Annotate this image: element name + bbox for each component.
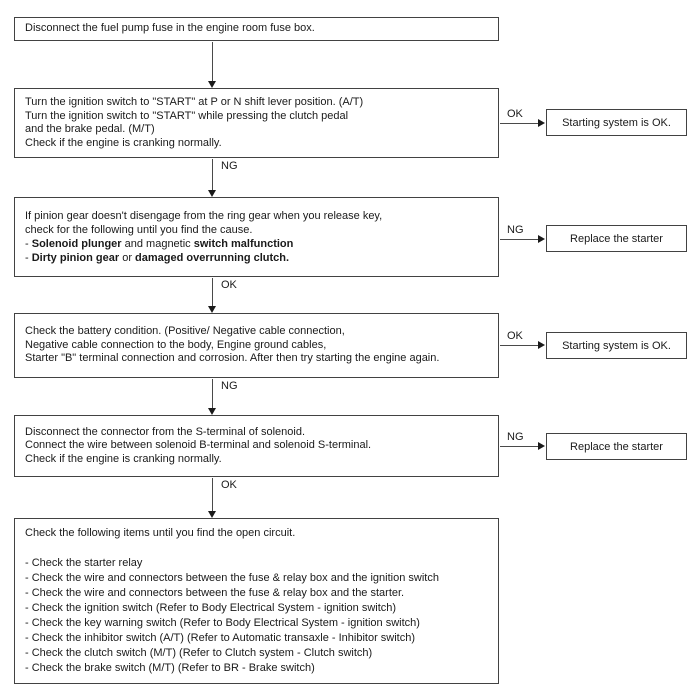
process-text: - Dirty pinion gear or damaged overrunning clutch. [25, 252, 290, 264]
arrow-down-box3-box4 [212, 278, 237, 313]
process-text: Check the following items until you find the open circuit. [25, 527, 296, 539]
arrow-stem [212, 278, 213, 307]
result-text: Replace the starter [570, 440, 663, 453]
arrow-stem [500, 239, 539, 240]
edge-label-ng: NG [507, 431, 524, 443]
edge-label-ok: OK [507, 330, 523, 342]
process-text: Connect the wire between solenoid B-terminal and solenoid S-terminal. [25, 439, 372, 452]
arrow-stem [500, 446, 539, 447]
process-text: Disconnect the fuel pump fuse in the engine room fuse box. [25, 22, 315, 35]
arrowhead-down-icon [208, 190, 216, 197]
checklist-item: - Check the key warning switch (Refer to Body Electrical System - ignition switch) [25, 617, 420, 629]
arrowhead-down-icon [208, 81, 216, 88]
result-box-starting-system-ok-1 [546, 109, 687, 136]
process-text: Negative cable connection to the body, Engine ground cables, [25, 338, 327, 351]
process-text: If pinion gear doesn't disengage from the ring gear when you release key, [25, 210, 383, 222]
checklist-item: - Check the brake switch (M/T) (Refer to BR - Brake switch) [25, 662, 315, 674]
arrow-right-box3-side2 [500, 224, 545, 240]
arrowhead-down-icon [208, 511, 216, 518]
checklist-item: - Check the inhibitor switch (A/T) (Refer to Automatic transaxle - Inhibitor switch) [25, 632, 416, 644]
checklist-item: - Check the ignition switch (Refer to Body Electrical System - ignition switch) [25, 602, 397, 614]
arrow-stem [500, 123, 539, 124]
blank-line [25, 541, 488, 556]
result-text: Replace the starter [570, 232, 663, 245]
process-box-pinion-gear-check [14, 197, 499, 277]
process-box-open-circuit-checklist [14, 518, 499, 684]
checklist-item: - Check the wire and connectors between the fuse & relay box and the ignition switch [25, 572, 439, 584]
arrow-down-box1-box2 [212, 42, 213, 88]
process-box-turn-ignition-start [14, 88, 499, 158]
result-box-replace-starter-1 [546, 225, 687, 252]
edge-label-ng: NG [221, 160, 238, 172]
arrow-right-box4-side3 [500, 330, 545, 346]
arrow-stem [212, 42, 213, 82]
arrow-right-box5-side4 [500, 431, 545, 447]
result-box-replace-starter-2 [546, 433, 687, 460]
process-box-battery-condition [14, 313, 499, 378]
arrowhead-right-icon [538, 235, 545, 243]
result-text: Starting system is OK. [562, 339, 671, 352]
arrow-down-box2-box3 [212, 159, 238, 197]
edge-label-ok: OK [507, 108, 523, 120]
arrow-right-box2-side1 [500, 108, 545, 124]
process-box-solenoid-s-terminal [14, 415, 499, 477]
arrow-stem [212, 478, 213, 512]
edge-label-ng: NG [221, 380, 238, 392]
process-text: Disconnect the connector from the S-terminal of solenoid. [25, 425, 306, 438]
process-box-disconnect-fuel-pump-fuse [14, 17, 499, 41]
result-text: Starting system is OK. [562, 116, 671, 129]
process-text: Turn the ignition switch to "START" while pressing the clutch pedal [25, 109, 349, 122]
arrowhead-right-icon [538, 341, 545, 349]
process-text: Turn the ignition switch to "START" at P or N shift lever position. (A/T) [25, 96, 364, 108]
arrow-stem [212, 379, 213, 409]
edge-label-ok: OK [221, 279, 237, 291]
process-text: and the brake pedal. (M/T) [25, 123, 155, 135]
arrowhead-down-icon [208, 306, 216, 313]
process-text: Check if the engine is cranking normally. [25, 136, 222, 149]
process-text: Check the battery condition. (Positive/ Negative cable connection, [25, 325, 345, 338]
process-text: check for the following until you find the cause. [25, 224, 253, 236]
process-text: Check if the engine is cranking normally. [25, 452, 222, 465]
arrow-down-box4-box5 [212, 379, 238, 415]
process-text: Starter "B" terminal connection and corrosion. After then try starting the engine again. [25, 352, 440, 365]
checklist-item: - Check the starter relay [25, 557, 143, 569]
arrowhead-down-icon [208, 408, 216, 415]
checklist-item: - Check the wire and connectors between the fuse & relay box and the starter. [25, 587, 405, 599]
arrowhead-right-icon [538, 119, 545, 127]
arrow-stem [500, 345, 539, 346]
checklist-item: - Check the clutch switch (M/T) (Refer to Clutch system - Clutch switch) [25, 647, 373, 659]
process-text: - Solenoid plunger and magnetic switch malfunction [25, 238, 294, 250]
arrow-stem [212, 159, 213, 191]
edge-label-ok: OK [221, 479, 237, 491]
arrow-down-box5-box6 [212, 478, 237, 518]
edge-label-ng: NG [507, 224, 524, 236]
arrowhead-right-icon [538, 442, 545, 450]
result-box-starting-system-ok-2 [546, 332, 687, 359]
